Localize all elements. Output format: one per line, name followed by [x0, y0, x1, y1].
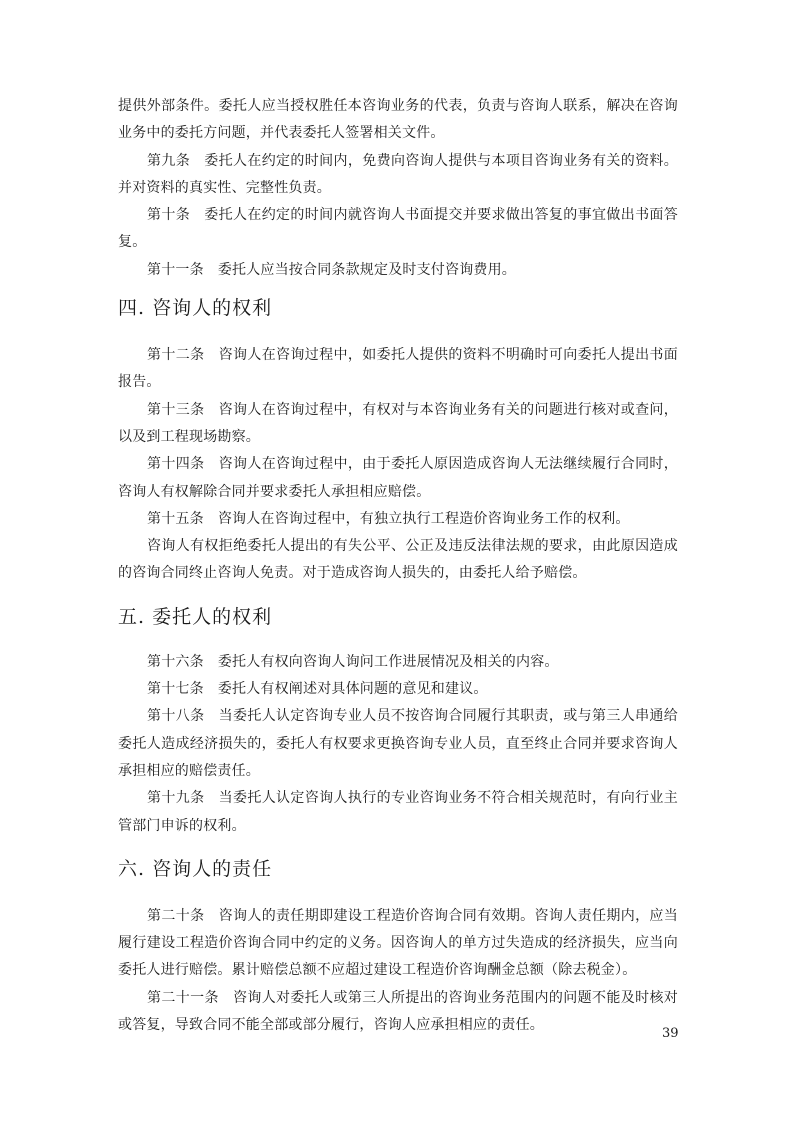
article-text: 委托人有权向咨询人询问工作进展情况及相关的内容。: [217, 653, 559, 670]
article-number: 第十九条: [147, 790, 205, 807]
article-text: 咨询人对委托人或第三人所提出的咨询业务范围内的问题不能及时核对或答复，导致合同不能全部或部分履行，咨询人应承担相应的责任。: [118, 989, 679, 1034]
article-number: 第十条: [147, 207, 191, 224]
article-13: [118, 397, 678, 452]
article-16: [118, 649, 678, 676]
article-number: 第十一条: [147, 261, 204, 278]
article-15: [118, 506, 678, 533]
article-number: 第十二条: [147, 347, 205, 364]
article-18: [118, 703, 678, 785]
article-21: [118, 985, 678, 1040]
article-text: 咨询人在咨询过程中，由于委托人原因造成咨询人无法继续履行合同时，咨询人有权解除合同并要求委托人承担相应赔偿。: [118, 456, 678, 500]
article-11: [118, 257, 678, 284]
paragraph-continuation: 提供外部条件。委托人应当授权胜任本咨询业务的代表，负责与咨询人联系，解决在咨询业务中的委托方问题，并代表委托人签署相关文件。: [118, 98, 678, 142]
article-text: 当委托人认定咨询专业人员不按咨询合同履行其职责，或与第三人串通给委托人造成经济损失的，委托人有权要求更换咨询专业人员，直至终止合同并要求咨询人承担相应的赔偿责任。: [118, 708, 678, 779]
article-text: 咨询人在咨询过程中，有权对与本咨询业务有关的问题进行核对或查问，以及到工程现场勘察。: [118, 401, 678, 445]
article-text: 委托人在约定的时间内，免费向咨询人提供与本项目咨询业务有关的资料。并对资料的真实性、完整性负责。: [118, 152, 678, 196]
page-number: 39: [662, 1026, 679, 1041]
article-number: 第二十条: [147, 907, 205, 924]
article-10: [118, 202, 678, 257]
article-20: [118, 903, 678, 985]
article-text: 委托人应当按合同条款规定及时支付咨询费用。: [217, 261, 517, 278]
article-number: 第十七条: [147, 681, 204, 698]
article-12: [118, 342, 678, 397]
article-number: 第十五条: [147, 510, 204, 527]
article-number: 第十四条: [147, 456, 205, 473]
article-number: 第十六条: [147, 653, 204, 670]
section-heading-5: 五. 委托人的权利: [118, 605, 273, 628]
document-body: [118, 93, 678, 1039]
article-text: 委托人有权阐述对具体问题的意见和建议。: [217, 681, 488, 698]
article-text: 当委托人认定咨询人执行的专业咨询业务不符合相关规范时，有向行业主管部门申诉的权利。: [118, 790, 678, 834]
article-number: 第十八条: [147, 708, 205, 725]
section-heading-4: 四. 咨询人的权利: [118, 297, 273, 320]
article-number: 第十三条: [147, 401, 205, 418]
article-text: 委托人在约定的时间内就咨询人书面提交并要求做出答复的事宜做出书面答复。: [118, 207, 678, 251]
article-text: 咨询人在咨询过程中，如委托人提供的资料不明确时可向委托人提出书面报告。: [118, 347, 678, 391]
article-17: [118, 676, 678, 703]
article-19: [118, 785, 678, 840]
article-14: [118, 451, 678, 506]
article-9: [118, 148, 678, 203]
article-text: 咨询人的责任期即建设工程造价咨询合同有效期。咨询人责任期内，应当履行建设工程造价咨询合同中约定的义务。因咨询人的单方过失造成的经济损失，应当向委托人进行赔偿。累计赔偿总额不应超过建设工程造价咨询酬金总额（除去税金）。: [118, 907, 678, 979]
article-number: 第九条: [147, 152, 191, 169]
paragraph-refusal-right: 咨询人有权拒绝委托人提出的有失公平、公正及违反法律法规的要求，由此原因造成的咨询合同终止咨询人免责。对于造成咨询人损失的，由委托人给予赔偿。: [118, 538, 678, 582]
article-text: 咨询人在咨询过程中，有独立执行工程造价咨询业务工作的权利。: [217, 510, 630, 527]
article-number: 第二十一条: [147, 989, 219, 1006]
section-heading-6: 六. 咨询人的责任: [118, 857, 273, 880]
